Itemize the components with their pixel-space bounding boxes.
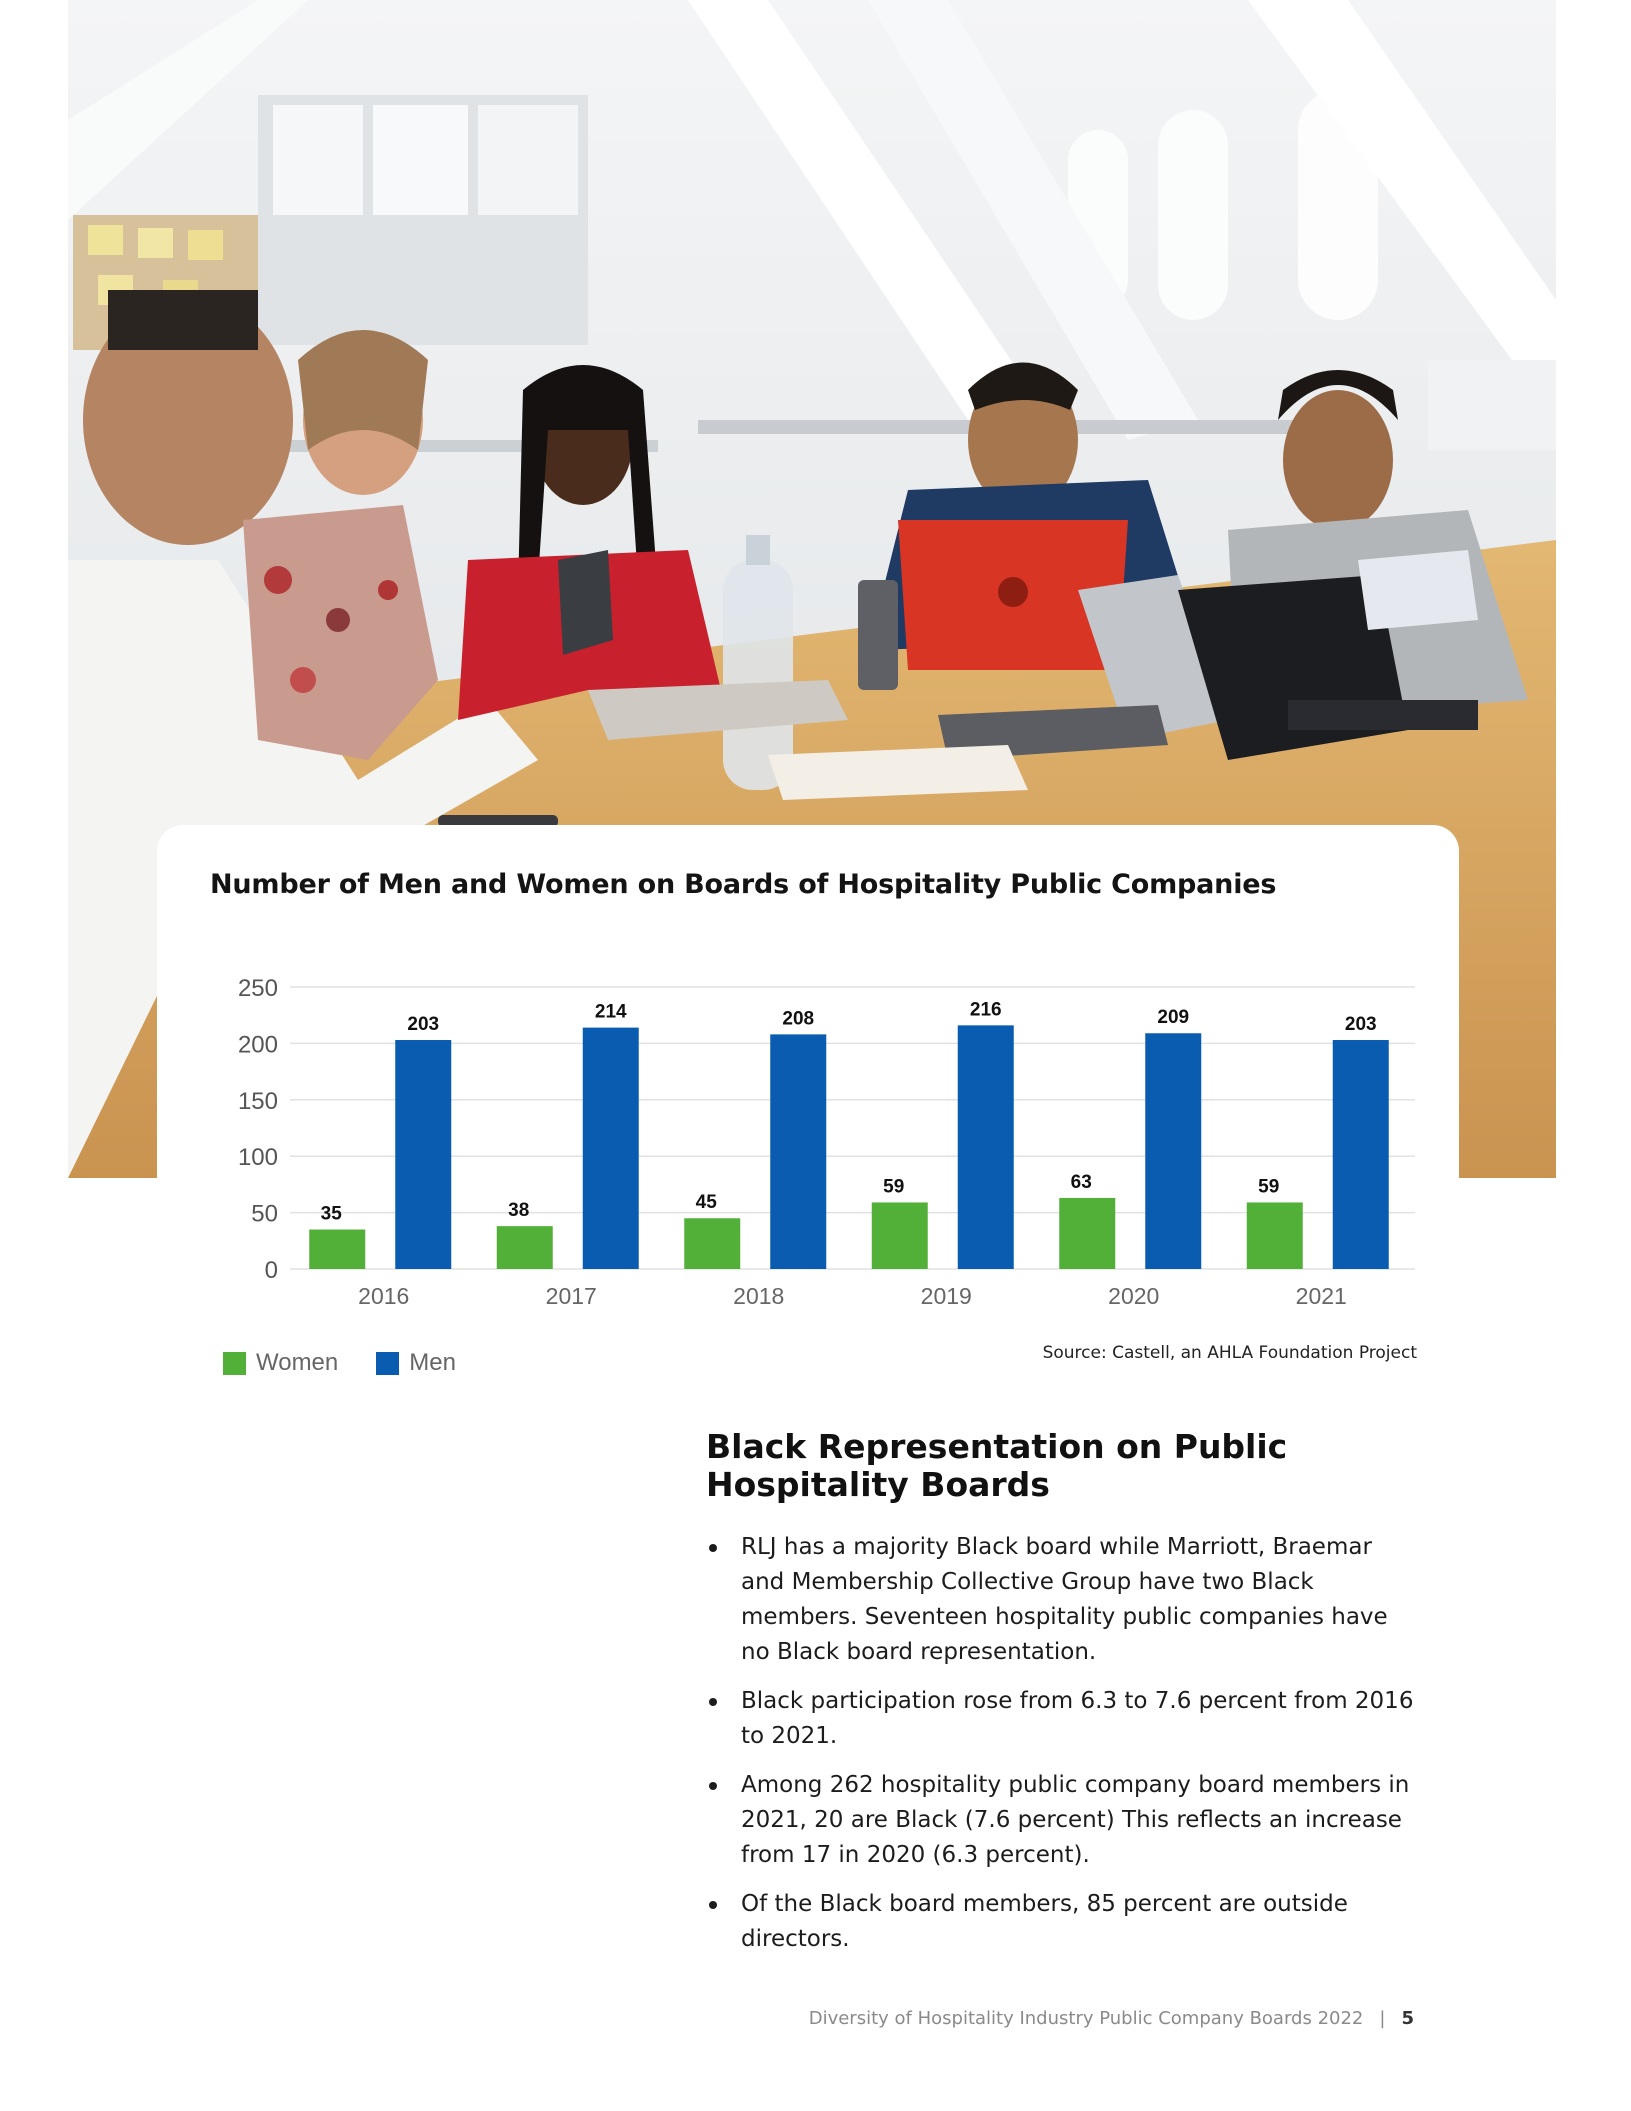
y-tick-label: 100 bbox=[237, 1144, 278, 1172]
data-label-women: 63 bbox=[1070, 1171, 1092, 1193]
data-label-women: 59 bbox=[883, 1176, 905, 1198]
chart-legend bbox=[223, 1349, 456, 1377]
legend-item-men bbox=[376, 1349, 456, 1377]
legend-swatch-women bbox=[223, 1352, 246, 1375]
y-tick-label: 0 bbox=[264, 1257, 278, 1284]
bullet-dot bbox=[709, 1782, 717, 1790]
bar-men bbox=[583, 1028, 639, 1269]
legend-label-men: Men bbox=[409, 1349, 456, 1376]
y-tick-label: 200 bbox=[237, 1031, 278, 1059]
bullet-text: RLJ has a majority Black board while Marriott, Braemar and Membership Collective Group have two Black members. Seventeen hospitality public companies have no Black board representation. bbox=[741, 1534, 1388, 1665]
bar-men bbox=[770, 1034, 826, 1269]
x-tick-label: 2021 bbox=[1295, 1283, 1347, 1309]
footer-title: Diversity of Hospitality Industry Public Company Boards 2022 bbox=[808, 2008, 1364, 2029]
legend-label-women: Women bbox=[256, 1349, 339, 1376]
legend-swatch-men bbox=[376, 1352, 399, 1375]
data-label-men: 203 bbox=[1344, 1014, 1377, 1036]
chart-title: Number of Men and Women on Boards of Hospitality Public Companies bbox=[210, 869, 1277, 900]
x-tick-label: 2020 bbox=[1108, 1283, 1160, 1309]
bullet-dot bbox=[709, 1544, 717, 1552]
x-tick-label: 2019 bbox=[920, 1283, 972, 1309]
data-label-men: 214 bbox=[594, 1001, 627, 1023]
bar-chart bbox=[157, 825, 1459, 1395]
bar-men bbox=[958, 1025, 1014, 1269]
page-footer bbox=[809, 2008, 1414, 2029]
chart-card bbox=[157, 825, 1459, 1395]
data-label-women: 35 bbox=[320, 1203, 342, 1225]
y-tick-label: 250 bbox=[237, 975, 278, 1002]
bar-women bbox=[1247, 1202, 1303, 1269]
data-label-men: 203 bbox=[407, 1014, 440, 1036]
bullet-item bbox=[706, 1768, 1416, 1873]
bullet-text: Of the Black board members, 85 percent are outside directors. bbox=[741, 1891, 1348, 1952]
data-label-women: 45 bbox=[695, 1192, 717, 1214]
x-tick-label: 2017 bbox=[545, 1283, 597, 1309]
bullet-text: Black participation rose from 6.3 to 7.6 percent from 2016 to 2021. bbox=[741, 1688, 1414, 1749]
bar-women bbox=[309, 1230, 365, 1269]
bullet-dot bbox=[709, 1901, 717, 1909]
bullet-list bbox=[706, 1530, 1416, 1971]
bar-men bbox=[395, 1040, 451, 1269]
bullet-dot bbox=[709, 1698, 717, 1706]
bullet-item bbox=[706, 1887, 1416, 1957]
bullet-text: Among 262 hospitality public company board members in 2021, 20 are Black (7.6 percent) This reflects an increase from 17 in 2020 (6.3 percent). bbox=[741, 1772, 1410, 1868]
bullet-item bbox=[706, 1530, 1416, 1670]
bullet-item bbox=[706, 1684, 1416, 1754]
data-label-men: 208 bbox=[782, 1008, 815, 1030]
y-tick-label: 50 bbox=[251, 1200, 278, 1228]
data-label-women: 38 bbox=[508, 1200, 530, 1222]
x-tick-label: 2018 bbox=[733, 1283, 785, 1309]
bar-men bbox=[1145, 1033, 1201, 1269]
footer-separator: | bbox=[1379, 2008, 1386, 2029]
bar-women bbox=[497, 1226, 553, 1269]
x-tick-label: 2016 bbox=[358, 1283, 410, 1309]
data-label-men: 216 bbox=[969, 999, 1002, 1021]
y-tick-label: 150 bbox=[237, 1087, 278, 1115]
page-number: 5 bbox=[1401, 2008, 1414, 2029]
bar-women bbox=[872, 1202, 928, 1269]
bar-women bbox=[684, 1218, 740, 1269]
data-label-women: 59 bbox=[1258, 1176, 1280, 1198]
bar-women bbox=[1059, 1198, 1115, 1269]
legend-item-women bbox=[223, 1349, 338, 1377]
section-heading: Black Representation on Public Hospitality Boards bbox=[706, 1427, 1288, 1504]
data-label-men: 209 bbox=[1157, 1007, 1190, 1029]
bar-men bbox=[1333, 1040, 1389, 1269]
chart-source: Source: Castell, an AHLA Foundation Project bbox=[1042, 1343, 1417, 1363]
